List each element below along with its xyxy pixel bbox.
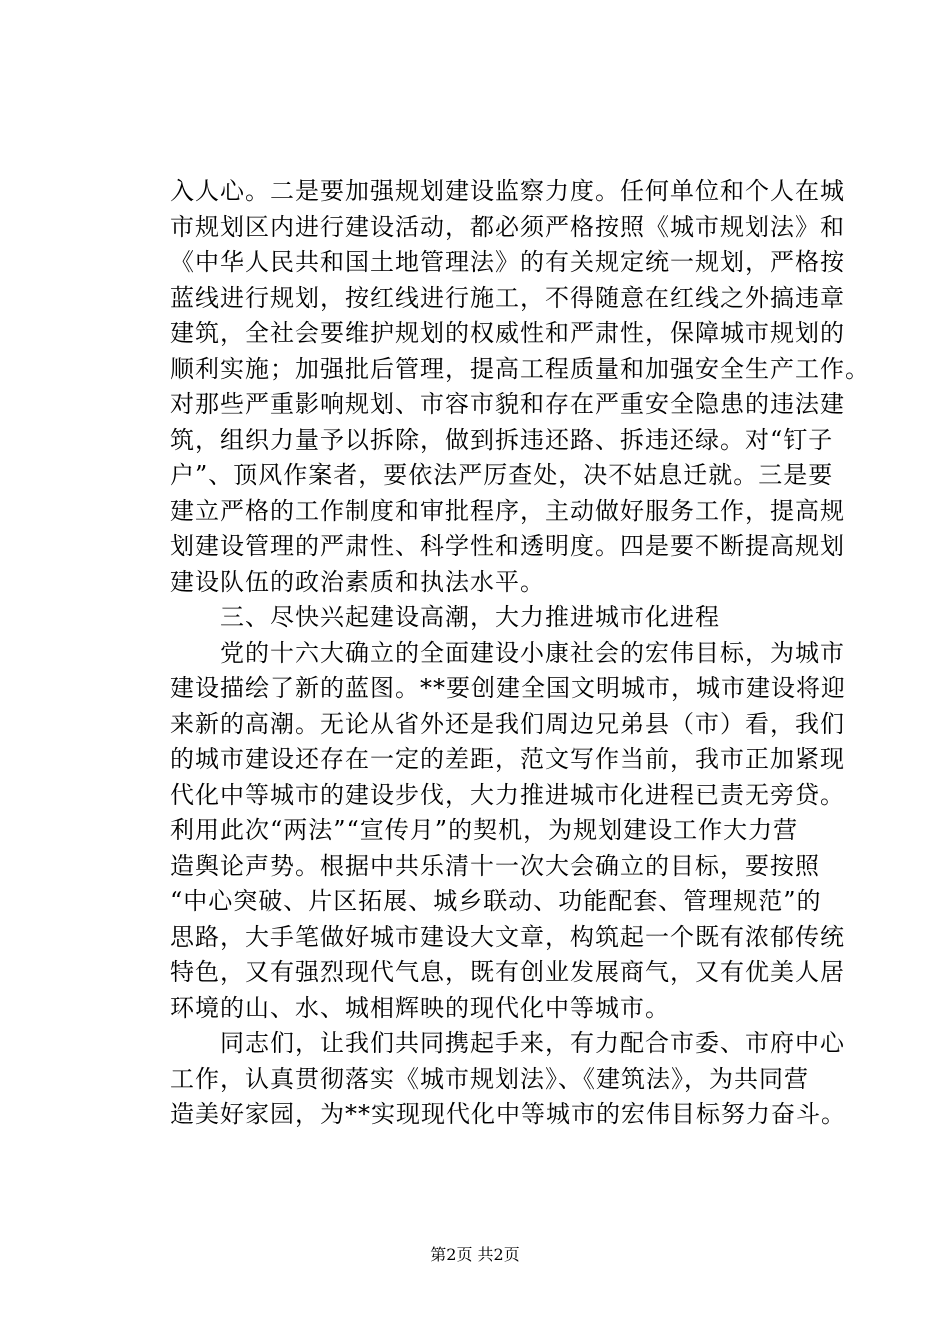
text-line: 利用此次“两法”“宣传月”的契机，为规划建设工作大力营 bbox=[170, 816, 799, 844]
document-body bbox=[170, 174, 870, 1133]
text-line: 代化中等城市的建设步伐，大力推进城市化进程已责无旁贷。 bbox=[170, 780, 845, 809]
text-line: 《中华人民共和国土地管理法》的有关规定统一规划，严格按 bbox=[170, 248, 845, 276]
text-line: 蓝线进行规划，按红线进行施工，不得随意在红线之外搞违章 bbox=[170, 283, 845, 312]
text-line: 来新的高潮。无论从省外还是我们周边兄弟县（市）看，我们 bbox=[170, 709, 845, 738]
text-line: 的城市建设还存在一定的差距，范文写作当前，我市正加紧现 bbox=[170, 745, 845, 773]
text-line: 户”、顶风作案者，要依法严厉查处，决不姑息迁就。三是要 bbox=[170, 461, 834, 489]
text-line: 建设队伍的政治素质和执法水平。 bbox=[170, 567, 545, 596]
text-line: 划建设管理的严肃性、科学性和透明度。四是要不断提高规划 bbox=[170, 532, 845, 560]
text-line: 筑，组织力量予以拆除，做到拆违还路、拆违还绿。对“钉子 bbox=[170, 425, 834, 454]
text-line: 造舆论声势。根据中共乐清十一次大会确立的目标，要按照 bbox=[170, 851, 820, 880]
text-line: 造美好家园，为**实现现代化中等城市的宏伟目标努力奋斗。 bbox=[170, 1100, 846, 1128]
text-line: 工作，认真贯彻落实《城市规划法》、《建筑法》，为共同营 bbox=[170, 1064, 809, 1093]
text-line: “中心突破、片区拓展、城乡联动、功能配套、管理规范”的 bbox=[170, 887, 822, 915]
text-line: 建立严格的工作制度和审批程序，主动做好服务工作，提高规 bbox=[170, 496, 845, 525]
text-line: 建筑，全社会要维护规划的权威性和严肃性，保障城市规划的 bbox=[170, 319, 845, 347]
text-line: 入人心。二是要加强规划建设监察力度。任何单位和个人在城 bbox=[170, 177, 845, 205]
page-number: 第2页 共2页 bbox=[430, 1245, 520, 1264]
section-heading: 三、尽快兴起建设高潮，大力推进城市化进程 bbox=[170, 603, 720, 631]
text-line: 市规划区内进行建设活动，都必须严格按照《城市规划法》和 bbox=[170, 212, 845, 241]
text-line: 同志们，让我们共同携起手来，有力配合市委、市府中心 bbox=[170, 1029, 845, 1057]
text-line: 思路，大手笔做好城市建设大文章，构筑起一个既有浓郁传统 bbox=[170, 922, 845, 951]
text-line: 特色，又有强烈现代气息，既有创业发展商气，又有优美人居 bbox=[170, 958, 845, 986]
text-line: 对那些严重影响规划、市容市貌和存在严重安全隐患的违法建 bbox=[170, 390, 845, 418]
text-line: 顺利实施；加强批后管理，提高工程质量和加强安全生产工作。 bbox=[170, 354, 870, 383]
page-footer bbox=[0, 1245, 950, 1265]
text-line: 环境的山、水、城相辉映的现代化中等城市。 bbox=[170, 993, 670, 1022]
text-line: 建设描绘了新的蓝图。**要创建全国文明城市，城市建设将迎 bbox=[170, 674, 846, 702]
text-line: 党的十六大确立的全面建设小康社会的宏伟目标，为城市 bbox=[170, 638, 845, 667]
